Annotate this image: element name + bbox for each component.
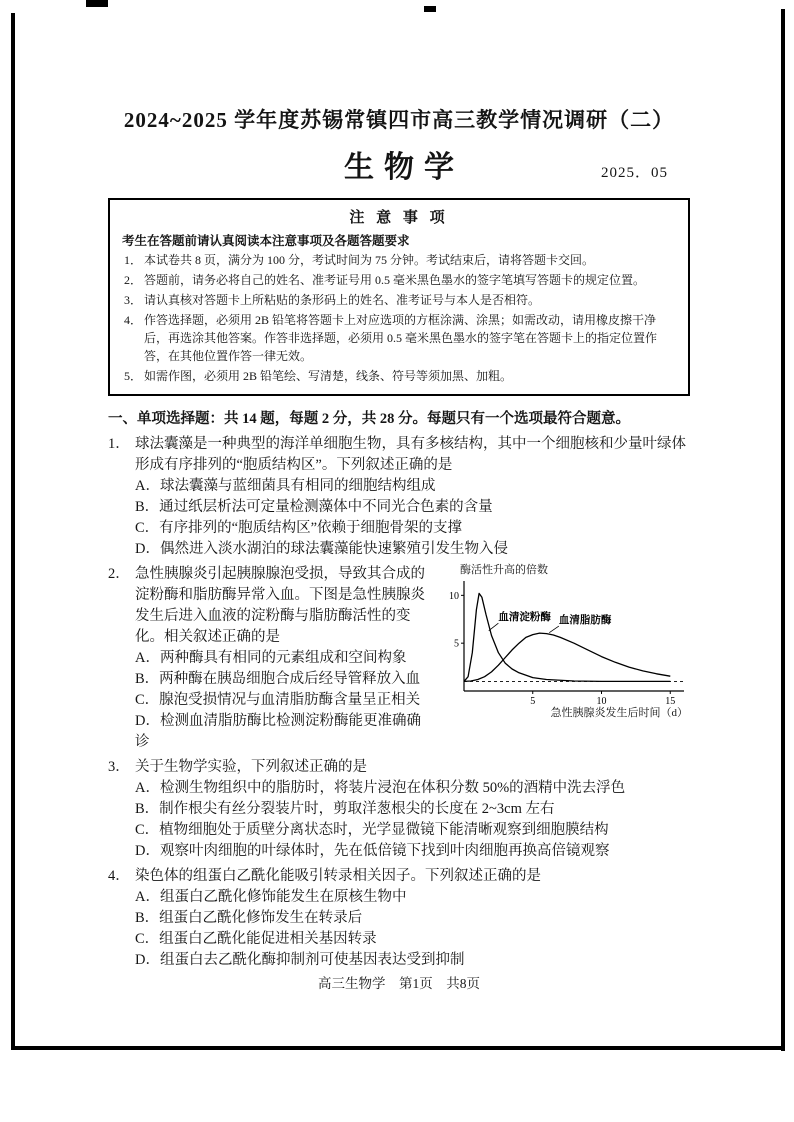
question-1: [108, 434, 690, 560]
option-a: A．组蛋白乙酰化修饰能发生在原核生物中: [135, 889, 407, 905]
page-footer: 高三生物学 第1页 共8页: [318, 976, 480, 991]
notice-item-text: 答题前，请务必将自己的姓名、准考证号用 0.5 毫米黑色墨水的签字笔填写答题卡的规定位置。: [144, 273, 646, 287]
svg-text:15: 15: [665, 696, 676, 707]
notice-item-number: 5．: [124, 369, 143, 383]
scan-edge-bottom: [11, 1046, 785, 1050]
notice-title: 注 意 事 项: [349, 210, 449, 226]
svg-text:10: 10: [449, 590, 459, 602]
svg-text:血清淀粉酶: 血清淀粉酶: [498, 612, 551, 624]
notice-item: [122, 251, 676, 269]
scan-edge-left: [11, 13, 15, 1049]
option-b: B．通过纸层析法可定量检测藻体中不同光合色素的含量: [135, 499, 493, 515]
option-d: D．检测血清脂肪酶比检测淀粉酶能更准确确诊: [135, 713, 421, 750]
option-a: A．两种酶具有相同的元素组成和空间构象: [135, 650, 407, 666]
question-3: [108, 757, 690, 862]
notice-item-text: 请认真核对答题卡上所粘贴的条形码上的姓名、准考证号与本人是否相符。: [144, 293, 541, 307]
question-2: [108, 564, 690, 753]
option-b: B．两种酶在胰岛细胞合成后经导管释放入血: [135, 671, 421, 687]
question-stem: 急性胰腺炎引起胰腺腺泡受损，导致其合成的淀粉酶和脂肪酶异常入血。下图是急性胰腺炎发生后进入血液的淀粉酶与脂肪酶活性的变化。相关叙述正确的是: [135, 566, 425, 645]
exam-title: 2024~2025 学年度苏锡常镇四市高三教学情况调研（二）: [123, 108, 675, 132]
chart-y-axis-label: 酶活性升高的倍数: [460, 564, 548, 576]
option-c: C．有序排列的“胞质结构区”依赖于细胞骨架的支撑: [135, 520, 463, 536]
svg-text:5: 5: [454, 638, 459, 650]
notice-item-text: 如需作图，必须用 2B 铅笔绘、写清楚，线条、符号等须加黑、加粗。: [144, 369, 513, 383]
notice-item: [122, 291, 676, 309]
question-number: 2．: [108, 566, 130, 582]
svg-text:血清脂肪酶: 血清脂肪酶: [558, 615, 612, 627]
subject-row: [108, 142, 690, 186]
option-d: D．组蛋白去乙酰化酶抑制剂可使基因表达受到抑制: [135, 952, 465, 968]
notice-item: [122, 311, 676, 365]
notice-item-number: 2．: [124, 273, 143, 287]
notice-item-number: 3．: [124, 293, 143, 307]
option-c: C．腺泡受损情况与血清脂肪酶含量呈正相关: [135, 692, 421, 708]
scan-edge-right: [781, 9, 785, 1051]
option-d: D．偶然进入淡水湖泊的球法囊藻能快速繁殖引发生物入侵: [135, 541, 508, 557]
option-b: B．制作根尖有丝分裂装片时，剪取洋葱根尖的长度在 2~3cm 左右: [135, 801, 555, 817]
question-stem: 关于生物学实验，下列叙述正确的是: [135, 759, 367, 775]
option-c: C．植物细胞处于质壁分离状态时，光学显微镜下能清晰观察到细胞膜结构: [135, 822, 609, 838]
option-b: B．组蛋白乙酰化修饰发生在转录后: [135, 910, 363, 926]
option-a: A．检测生物组织中的脂肪时，将装片浸泡在体积分数 50%的酒精中洗去浮色: [135, 780, 626, 796]
svg-text:5: 5: [530, 696, 536, 707]
notice-item-text: 作答选择题，必须用 2B 铅笔将答题卡上对应选项的方框涂满、涂黑；如需改动，请用橡皮擦干净后，再选涂其他答案。作答非选择题，必须用 0.5 毫米黑色墨水的签字笔在答题卡上的指定位置作答，在其他位置作答一律无效。: [144, 313, 658, 363]
notice-item-text: 本试卷共 8 页，满分为 100 分，考试时间为 75 分钟。考试结束后，请将答题卡交回。: [144, 253, 595, 267]
question-stem: 染色体的组蛋白乙酰化能吸引转录相关因子。下列叙述正确的是: [135, 868, 541, 884]
option-d: D．观察叶肉细胞的叶绿体时，先在低倍镜下找到叶肉细胞再换高倍镜观察: [135, 843, 610, 859]
notice-item-number: 4．: [124, 313, 143, 327]
enzyme-activity-chart: [442, 564, 690, 720]
question-stem: 球法囊藻是一种典型的海洋单细胞生物，具有多核结构，其中一个细胞核和少量叶绿体形成有序排列的“胞质结构区”。下列叙述正确的是: [135, 436, 686, 473]
subject-title: 生物学: [344, 151, 464, 184]
svg-text:10: 10: [596, 696, 607, 707]
chart-x-axis-label: 急性胰腺炎发生后时间（d）: [550, 707, 688, 719]
notice-intro: 考生在答题前请认真阅读本注意事项及各题答题要求: [122, 234, 410, 248]
question-number: 3．: [108, 759, 130, 775]
exam-page: [108, 104, 690, 971]
option-a: A．球法囊藻与蓝细菌具有相同的细胞结构组成: [135, 478, 436, 494]
question-4: [108, 866, 690, 971]
scan-artifact: [424, 6, 436, 12]
question-number: 1．: [108, 436, 130, 452]
notice-item-number: 1．: [124, 253, 143, 267]
section-heading: 一、单项选择题：共 14 题，每题 2 分，共 28 分。每题只有一个选项最符合题意。: [108, 411, 630, 427]
chart-plot-area: [442, 577, 690, 707]
scan-artifact: [86, 0, 108, 7]
notice-box: [108, 198, 690, 396]
option-c: C．组蛋白乙酰化能促进相关基因转录: [135, 931, 377, 947]
notice-item: [122, 271, 676, 289]
notice-item: [122, 367, 676, 385]
exam-date: 2025．05: [600, 165, 668, 181]
question-number: 4．: [108, 868, 130, 884]
